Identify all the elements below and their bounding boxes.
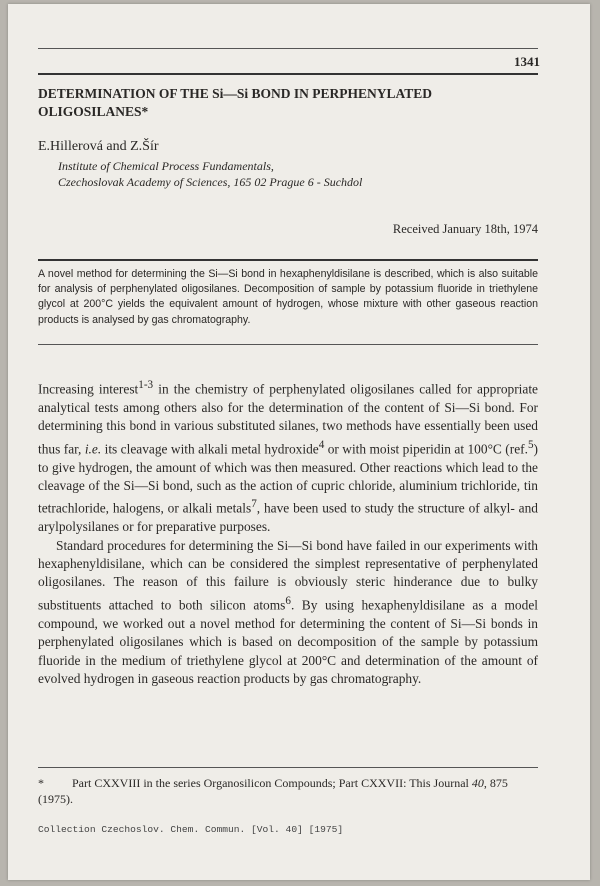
affiliation-line-1: Institute of Chemical Process Fundamentals, <box>58 159 274 173</box>
p1-text-a: Increasing interest <box>38 381 139 397</box>
affiliation-line-2: Czechoslovak Academy of Sciences, 165 02 Prague 6 - Suchdol <box>58 175 363 189</box>
abstract-bottom-rule <box>38 344 538 345</box>
ref-sup-7: 7 <box>251 498 257 511</box>
footnote-volume: 40 <box>471 776 484 790</box>
ref-sup-5: 5 <box>527 438 534 451</box>
paragraph-1 <box>38 376 538 537</box>
ref-sup-1-3: 1-3 <box>138 379 154 391</box>
p1-text-e: ) to give hydrogen, the amount of which was then measured. Other reactions which lead to the cleavage of the Si—Si bond, such as the action of cupric chloride, aluminium trichloride, tin tetrachloride, halogens, or alkali metals <box>38 441 538 516</box>
abstract: A novel method for determining the Si—Si bond in hexaphenyldisilane is described, which is also suitable for analysis of perphenylated oligosilanes. Decomposition of sample by potassium fluoride in triethylene glycol at 200°C yields the equivalent amount of hydrogen, whose mixture with other gaseous reaction products is analysed by gas chromatography. <box>38 268 538 326</box>
authors: E.Hillerová and Z.Šír <box>38 139 159 154</box>
header-rule <box>38 73 538 75</box>
affiliation <box>58 158 362 190</box>
received-date: Received January 18th, 1974 <box>392 222 538 236</box>
p1-ie: i.e. <box>84 441 102 457</box>
p1-text-f: , have been used to study the structure of alkyl- and arylpolysilanes or for preparative purposes. <box>38 500 538 535</box>
journal-footer: Collection Czechoslov. Chem. Commun. [Vol. 40] [1975] <box>38 824 344 835</box>
p1-text-c: its cleavage with alkali metal hydroxide <box>101 441 319 457</box>
footnote-rule <box>38 767 538 768</box>
paper-title: DETERMINATION OF THE Si—Si BOND IN PERPHENYLATED OLIGOSILANES* <box>38 86 433 119</box>
p2-text-a: Standard procedures for determining the Si—Si bond have failed in our experiments with hexaphenyldisilane, which can be considered the simplest representative of perphenylated oligosilanes. The reason of this failure is obviously steric hinderance due to bulky substituents attached to both silicon atoms <box>38 537 538 613</box>
footnote-marker: * <box>38 776 44 790</box>
p1-text-d: or with moist piperidin at 100°C (ref. <box>324 441 528 457</box>
footnote <box>38 775 538 807</box>
body-text <box>38 376 538 688</box>
top-rule <box>38 48 538 49</box>
p1-text-b: in the chemistry of perphenylated oligosilanes called for appropriate analytical tests among others also for the determination of the content of Si—Si bond. For determining this bond in various substituted silanes, two methods have essentially been used thus far, <box>38 381 538 457</box>
abstract-top-rule <box>38 259 538 261</box>
ref-sup-4: 4 <box>318 438 325 451</box>
footnote-text-a: Part CXXVIII in the series Organosilicon Compounds; Part CXXVII: This Journal <box>72 776 472 790</box>
p2-text-b: . By using hexaphenyldisilane as a model compound, we worked out a novel method for determining the content of Si—Si bonds in perphenylated oligosilanes which is based on decomposition of the sample by potassium fluoride in the medium of triethylene glycol at 200°C and determination of the amount of evolved hydrogen in gaseous reaction products by gas chromatography. <box>38 597 538 686</box>
ref-sup-6: 6 <box>285 594 291 607</box>
page-number: 1341 <box>514 54 540 69</box>
footnote-text-b: , 875 (1975). <box>38 776 508 806</box>
paragraph-2 <box>38 537 538 689</box>
paper-page <box>8 4 590 880</box>
